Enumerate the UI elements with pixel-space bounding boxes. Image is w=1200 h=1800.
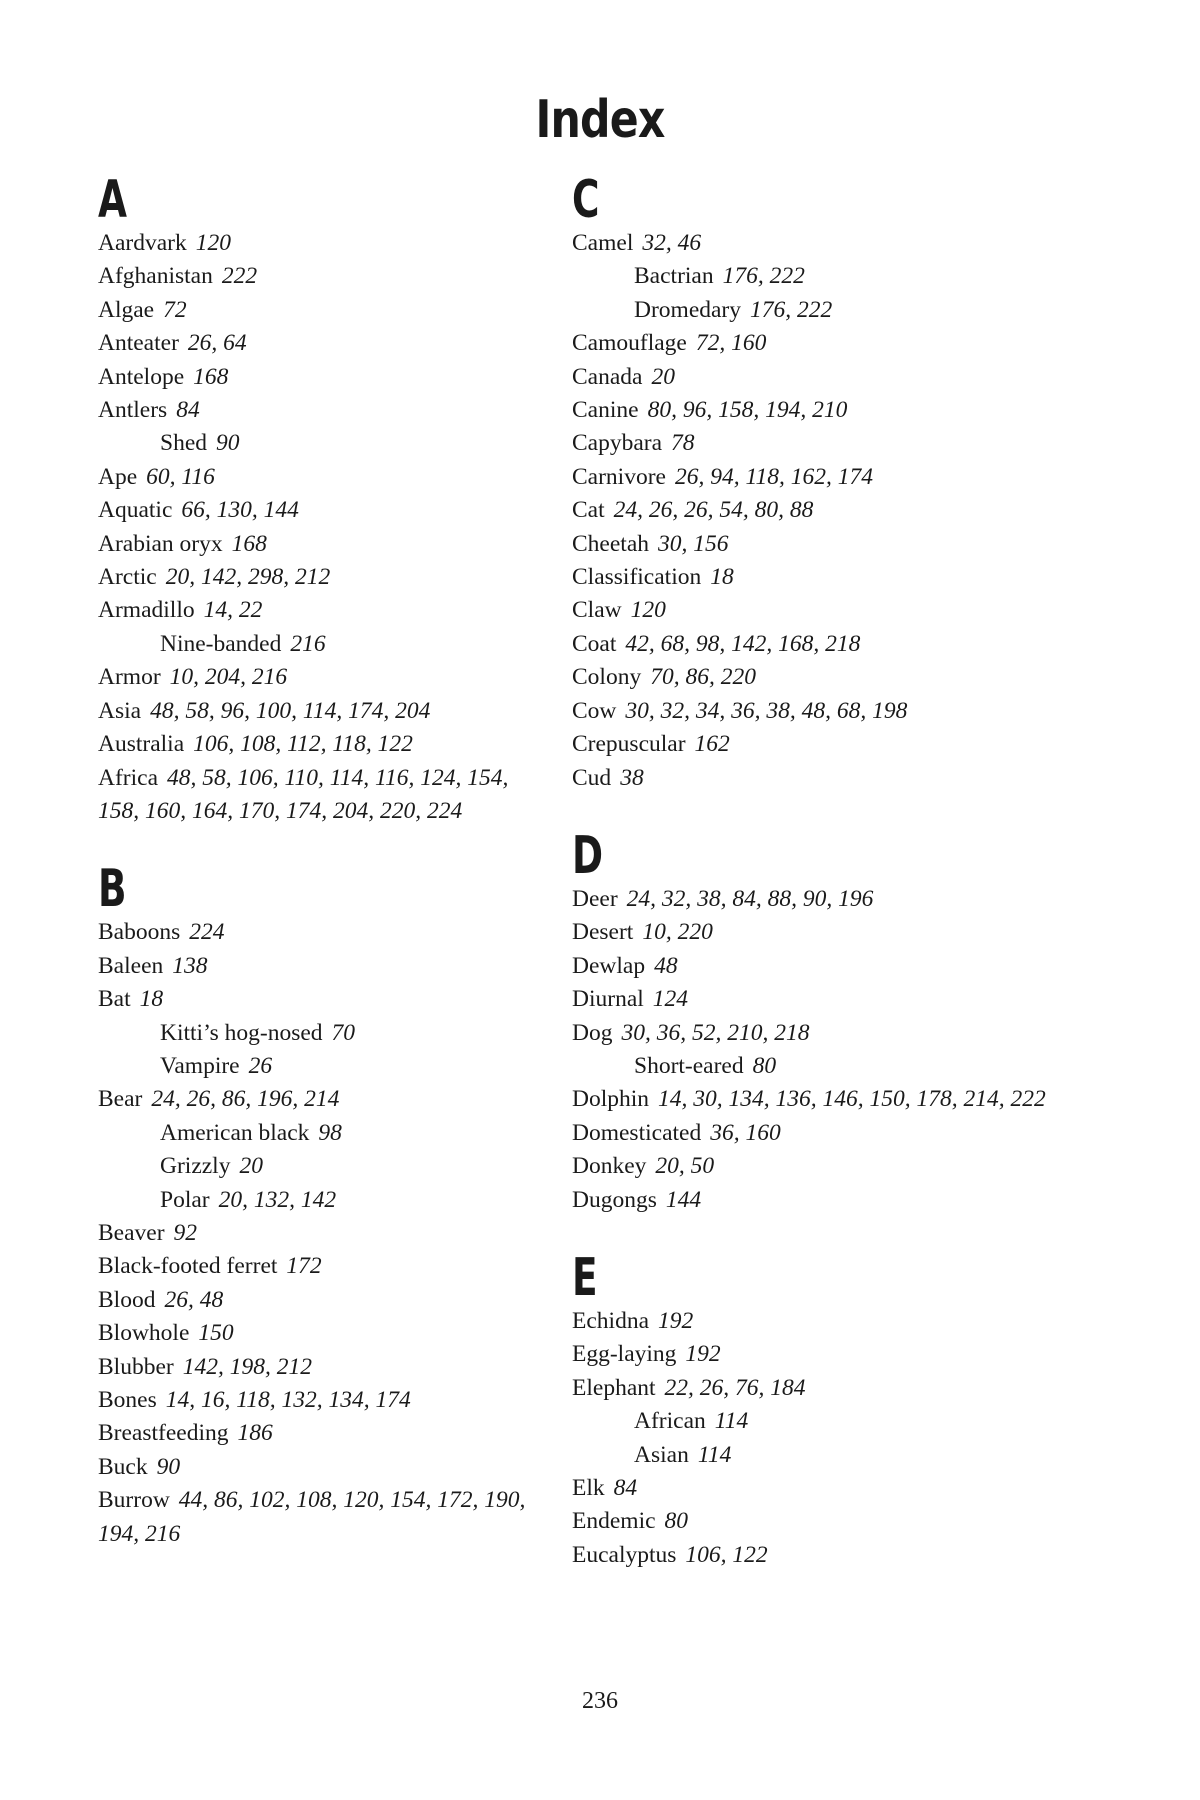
index-subentry bbox=[98, 1150, 538, 1183]
index-entry bbox=[572, 728, 1092, 761]
entry-term: Anteater bbox=[98, 330, 179, 357]
entry-term: Asia bbox=[98, 697, 142, 724]
index-section-e bbox=[572, 1247, 1092, 1572]
entry-pages: 18 bbox=[139, 986, 164, 1013]
entry-pages: 172 bbox=[286, 1253, 322, 1280]
index-entry bbox=[98, 950, 538, 983]
entry-term: Camouflage bbox=[572, 330, 687, 357]
entry-term: Cow bbox=[572, 697, 617, 724]
entry-pages: 142, 198, 212 bbox=[182, 1353, 312, 1380]
entry-pages: 124 bbox=[652, 986, 689, 1013]
entry-pages: 20, 142, 298, 212 bbox=[165, 564, 331, 591]
index-subentry bbox=[572, 1050, 1092, 1083]
section-letter: B bbox=[98, 859, 127, 920]
entry-pages: 24, 26, 26, 54, 80, 88 bbox=[613, 497, 814, 524]
index-entry bbox=[572, 695, 1092, 728]
index-entry bbox=[572, 1505, 1092, 1538]
index-entry bbox=[572, 1184, 1092, 1217]
entry-pages: 20 bbox=[239, 1153, 263, 1180]
index-section-a bbox=[98, 172, 538, 828]
index-entry bbox=[572, 561, 1092, 594]
index-entry bbox=[98, 594, 538, 627]
entry-term: Black-footed ferret bbox=[98, 1253, 278, 1280]
entry-term: Bactrian bbox=[634, 263, 714, 290]
entry-term: Australia bbox=[98, 731, 185, 758]
index-entry bbox=[98, 494, 538, 527]
index-entry bbox=[572, 394, 1092, 427]
entry-pages: 106, 122 bbox=[685, 1541, 768, 1568]
entry-term: Dewlap bbox=[572, 952, 646, 979]
entry-pages: 90 bbox=[216, 430, 240, 457]
index-entry bbox=[98, 661, 538, 694]
entry-term: Breastfeeding bbox=[98, 1420, 229, 1447]
entry-pages: 98 bbox=[318, 1119, 342, 1146]
page-number: 236 bbox=[582, 1688, 618, 1714]
entry-term: Dugongs bbox=[572, 1186, 657, 1213]
entry-pages: 144 bbox=[665, 1186, 702, 1213]
entry-term: Colony bbox=[572, 664, 642, 691]
entry-term: Antlers bbox=[98, 397, 168, 424]
entry-pages: 192 bbox=[685, 1341, 721, 1368]
index-column-right bbox=[572, 172, 1092, 1605]
entry-pages: 30, 156 bbox=[658, 530, 729, 557]
index-entry bbox=[98, 227, 538, 260]
entry-term: Canine bbox=[572, 397, 639, 424]
index-entry bbox=[572, 1338, 1092, 1371]
entry-term: African bbox=[634, 1408, 706, 1435]
index-entry bbox=[98, 1217, 538, 1250]
entry-term: Elephant bbox=[572, 1374, 656, 1401]
entry-term: Cat bbox=[572, 497, 605, 524]
entry-term: Deer bbox=[572, 885, 618, 912]
entry-term: Aquatic bbox=[98, 497, 173, 524]
entry-pages: 72, 160 bbox=[695, 330, 767, 357]
entry-term: Camel bbox=[572, 230, 634, 256]
entry-term: Asian bbox=[634, 1441, 689, 1468]
index-entry bbox=[98, 461, 538, 494]
index-entry bbox=[98, 361, 538, 394]
index-entry bbox=[572, 1372, 1092, 1405]
index-entry bbox=[572, 1117, 1092, 1150]
index-entry bbox=[572, 327, 1092, 360]
section-letter: E bbox=[572, 1247, 598, 1308]
index-entry bbox=[572, 1083, 1092, 1116]
entry-pages: 26 bbox=[248, 1052, 273, 1079]
index-entry bbox=[98, 561, 538, 594]
section-letter: A bbox=[98, 170, 127, 230]
entry-pages: 192 bbox=[658, 1307, 694, 1334]
entry-pages: 186 bbox=[237, 1420, 273, 1447]
entry-pages: 26, 64 bbox=[187, 330, 247, 357]
entry-pages: 32, 46 bbox=[642, 230, 702, 256]
entry-term: Afghanistan bbox=[98, 263, 213, 290]
entry-term: Beaver bbox=[98, 1219, 165, 1246]
entry-pages: 36, 160 bbox=[710, 1119, 781, 1146]
entry-pages: 106, 108, 112, 118, 122 bbox=[193, 731, 413, 758]
index-column-left bbox=[98, 172, 538, 1584]
index-subentry bbox=[98, 1017, 538, 1050]
entry-term: Ape bbox=[98, 463, 138, 490]
entry-pages: 80 bbox=[752, 1052, 777, 1079]
page-title: Index bbox=[535, 90, 665, 150]
entry-term: Donkey bbox=[572, 1153, 647, 1180]
entry-term: Echidna bbox=[572, 1307, 649, 1334]
entry-term: Dog bbox=[572, 1019, 613, 1046]
index-entry bbox=[572, 950, 1092, 983]
entry-term: Carnivore bbox=[572, 463, 666, 490]
entry-term: Blood bbox=[98, 1286, 156, 1313]
entry-pages: 168 bbox=[231, 530, 267, 557]
entry-term: Cud bbox=[572, 764, 612, 791]
index-section-c bbox=[572, 172, 1092, 795]
index-entry bbox=[98, 1417, 538, 1450]
section-letter: D bbox=[572, 825, 604, 886]
index-entry bbox=[98, 695, 538, 728]
index-subentry bbox=[98, 1184, 538, 1217]
index-entry bbox=[572, 1017, 1092, 1050]
index-entry bbox=[572, 461, 1092, 494]
entry-term: Domesticated bbox=[572, 1119, 702, 1146]
index-entry bbox=[572, 528, 1092, 561]
entry-pages: 26, 94, 118, 162, 174 bbox=[674, 463, 873, 490]
index-entry bbox=[98, 260, 538, 293]
entry-term: Eucalyptus bbox=[572, 1541, 677, 1568]
entry-pages: 38 bbox=[620, 764, 644, 791]
entry-pages: 162 bbox=[694, 731, 730, 758]
entry-term: Armor bbox=[98, 664, 161, 691]
index-entry bbox=[572, 361, 1092, 394]
entry-term: Capybara bbox=[572, 430, 663, 457]
index-subentry bbox=[572, 294, 1092, 327]
entry-term: Endemic bbox=[572, 1508, 656, 1535]
entry-term: Diurnal bbox=[572, 986, 644, 1013]
entry-pages: 92 bbox=[173, 1219, 198, 1246]
entry-term: Nine-banded bbox=[160, 630, 282, 657]
entry-term: Armadillo bbox=[98, 597, 195, 624]
entry-term: Cheetah bbox=[572, 530, 649, 557]
index-entry bbox=[98, 916, 538, 949]
entry-pages: 60, 116 bbox=[146, 463, 215, 490]
entry-pages: 80 bbox=[664, 1508, 689, 1535]
entry-term: Elk bbox=[572, 1475, 605, 1501]
index-entry bbox=[98, 1451, 538, 1484]
entry-term: Burrow bbox=[98, 1487, 170, 1514]
section-letter: C bbox=[572, 170, 600, 230]
entry-pages: 42, 68, 98, 142, 168, 218 bbox=[625, 630, 861, 657]
entry-term: Aardvark bbox=[98, 230, 187, 256]
index-subentry bbox=[98, 628, 538, 661]
index-entry bbox=[98, 728, 538, 761]
entry-pages: 120 bbox=[195, 230, 231, 256]
entry-term: Short-eared bbox=[634, 1052, 744, 1079]
index-entry bbox=[572, 1150, 1092, 1183]
entry-pages: 224 bbox=[189, 919, 225, 946]
index-section-b bbox=[98, 861, 538, 1551]
index-entry bbox=[572, 494, 1092, 527]
entry-term: Bones bbox=[98, 1387, 157, 1413]
index-entry bbox=[98, 528, 538, 561]
index-entry bbox=[572, 628, 1092, 661]
index-subentry bbox=[572, 1405, 1092, 1438]
entry-term: Baleen bbox=[98, 952, 164, 979]
entry-pages: 44, 86, 102, 108, 120, 154, 172, 190, 194, 216 bbox=[98, 1487, 526, 1547]
entry-pages: 48, 58, 96, 100, 114, 174, 204 bbox=[150, 697, 431, 724]
entry-pages: 84 bbox=[613, 1475, 638, 1501]
entry-pages: 30, 32, 34, 36, 38, 48, 68, 198 bbox=[625, 697, 908, 724]
entry-pages: 114 bbox=[697, 1441, 732, 1468]
entry-pages: 114 bbox=[714, 1408, 749, 1435]
entry-pages: 14, 22 bbox=[203, 597, 263, 624]
index-entry bbox=[98, 1083, 538, 1116]
entry-term: Blowhole bbox=[98, 1320, 190, 1347]
entry-term: Egg-laying bbox=[572, 1341, 677, 1368]
entry-pages: 48, 58, 106, 110, 114, 116, 124, 154, 158, 160, 164, 170, 174, 204, 220, 224 bbox=[98, 764, 509, 824]
index-entry bbox=[572, 594, 1092, 627]
index-subentry bbox=[98, 1050, 538, 1083]
index-entry bbox=[572, 1539, 1092, 1572]
entry-pages: 18 bbox=[710, 564, 734, 591]
index-entry bbox=[98, 294, 538, 327]
index-section-d bbox=[572, 825, 1092, 1217]
index-entry bbox=[572, 427, 1092, 460]
entry-pages: 138 bbox=[172, 952, 208, 979]
entry-term: Baboons bbox=[98, 919, 181, 946]
entry-pages: 80, 96, 158, 194, 210 bbox=[647, 397, 848, 424]
entry-pages: 26, 48 bbox=[164, 1286, 224, 1313]
index-entry bbox=[572, 661, 1092, 694]
entry-term: Buck bbox=[98, 1453, 148, 1480]
index-entry bbox=[98, 1484, 538, 1551]
entry-term: Shed bbox=[160, 430, 207, 457]
index-entry bbox=[98, 1384, 538, 1417]
entry-term: Coat bbox=[572, 630, 617, 657]
index-entry bbox=[98, 327, 538, 360]
entry-term: Bear bbox=[98, 1086, 143, 1113]
entry-pages: 66, 130, 144 bbox=[181, 497, 299, 524]
index-entry bbox=[572, 1472, 1092, 1505]
index-entry bbox=[98, 394, 538, 427]
index-entry bbox=[98, 1284, 538, 1317]
entry-term: Desert bbox=[572, 919, 634, 946]
index-entry bbox=[572, 227, 1092, 260]
entry-pages: 24, 26, 86, 196, 214 bbox=[151, 1086, 340, 1113]
entry-term: Antelope bbox=[98, 363, 185, 390]
entry-term: Claw bbox=[572, 597, 622, 624]
index-subentry bbox=[572, 1439, 1092, 1472]
entry-term: Bat bbox=[98, 986, 131, 1013]
entry-pages: 22, 26, 76, 184 bbox=[664, 1374, 806, 1401]
entry-term: American black bbox=[160, 1119, 310, 1146]
entry-pages: 168 bbox=[193, 363, 229, 390]
index-subentry bbox=[572, 260, 1092, 293]
entry-term: Canada bbox=[572, 363, 643, 390]
entry-pages: 48 bbox=[654, 952, 678, 979]
index-entry bbox=[572, 916, 1092, 949]
entry-term: Polar bbox=[160, 1186, 210, 1213]
index-entry bbox=[98, 1317, 538, 1350]
entry-pages: 24, 32, 38, 84, 88, 90, 196 bbox=[626, 885, 874, 912]
index-entry bbox=[98, 1351, 538, 1384]
index-subentry bbox=[98, 1117, 538, 1150]
index-entry bbox=[98, 1250, 538, 1283]
index-subentry bbox=[98, 427, 538, 460]
entry-term: Arabian oryx bbox=[98, 530, 223, 557]
entry-pages: 70, 86, 220 bbox=[650, 664, 756, 691]
entry-term: Grizzly bbox=[160, 1153, 231, 1180]
entry-pages: 90 bbox=[156, 1453, 181, 1480]
entry-pages: 72 bbox=[163, 296, 187, 323]
entry-pages: 176, 222 bbox=[722, 263, 805, 290]
entry-pages: 20 bbox=[651, 363, 675, 390]
entry-pages: 120 bbox=[630, 597, 666, 624]
entry-pages: 176, 222 bbox=[750, 296, 833, 323]
entry-pages: 14, 16, 118, 132, 134, 174 bbox=[165, 1387, 411, 1413]
index-entry bbox=[572, 762, 1092, 795]
index-entry bbox=[572, 883, 1092, 916]
entry-pages: 10, 220 bbox=[642, 919, 713, 946]
entry-term: Arctic bbox=[98, 564, 157, 591]
entry-term: Dromedary bbox=[634, 296, 742, 323]
entry-term: Algae bbox=[98, 296, 155, 323]
entry-term: Vampire bbox=[160, 1052, 240, 1079]
entry-term: Dolphin bbox=[572, 1086, 650, 1113]
entry-pages: 222 bbox=[221, 263, 258, 290]
entry-pages: 20, 50 bbox=[655, 1153, 715, 1180]
entry-term: Blubber bbox=[98, 1353, 174, 1380]
entry-pages: 84 bbox=[176, 397, 200, 424]
entry-pages: 30, 36, 52, 210, 218 bbox=[621, 1019, 810, 1046]
entry-pages: 20, 132, 142 bbox=[218, 1186, 337, 1213]
index-entry bbox=[572, 983, 1092, 1016]
entry-pages: 10, 204, 216 bbox=[169, 664, 288, 691]
entry-pages: 216 bbox=[290, 630, 326, 657]
entry-term: Kitti’s hog-nosed bbox=[160, 1019, 323, 1046]
entry-term: Crepuscular bbox=[572, 731, 686, 758]
entry-pages: 14, 30, 134, 136, 146, 150, 178, 214, 222 bbox=[658, 1086, 1046, 1113]
index-entry bbox=[98, 762, 538, 829]
index-entry bbox=[572, 1305, 1092, 1338]
entry-pages: 78 bbox=[671, 430, 695, 457]
entry-pages: 70 bbox=[331, 1019, 356, 1046]
entry-term: Africa bbox=[98, 764, 159, 791]
entry-pages: 150 bbox=[198, 1320, 234, 1347]
entry-term: Classification bbox=[572, 564, 702, 591]
index-entry bbox=[98, 983, 538, 1016]
